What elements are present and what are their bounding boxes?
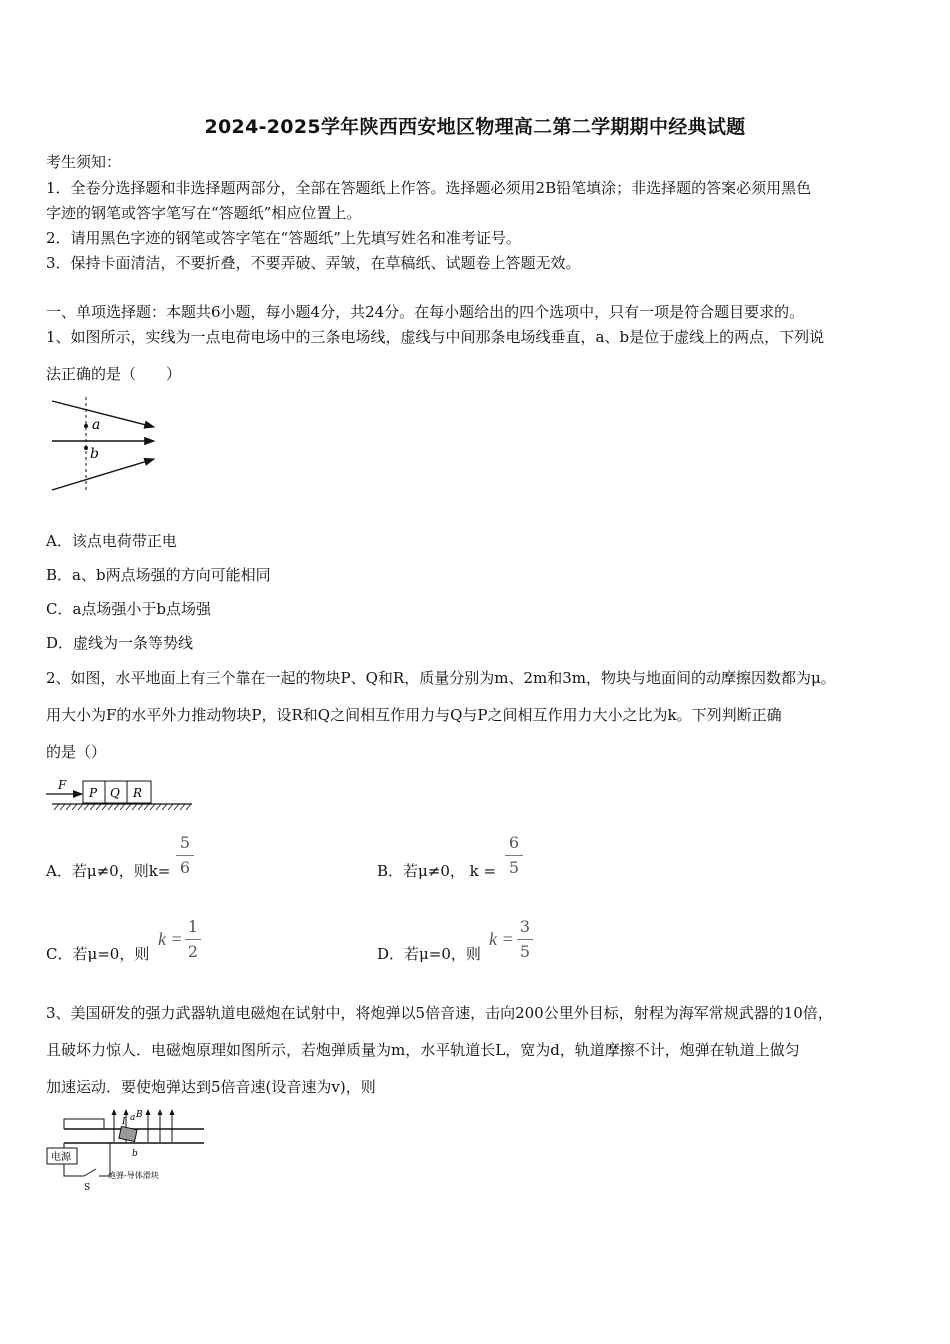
q2-option-d-numerator: 3 — [519, 917, 531, 936]
point-b — [84, 446, 88, 450]
force-label: F — [58, 778, 67, 792]
q2-option-c-fraction — [185, 917, 201, 962]
q2-stem-line3: 的是（） — [46, 743, 107, 761]
label-field: B — [136, 1110, 143, 1120]
label-switch: S — [84, 1183, 91, 1192]
label-a: a — [130, 1113, 136, 1123]
q1-field-lines-figure — [44, 395, 164, 495]
ground-hatching — [54, 804, 191, 810]
field-line-top — [52, 401, 154, 427]
q1-option-a[interactable]: A．该点电荷带正电 — [46, 532, 177, 550]
q3-railgun-figure — [44, 1106, 214, 1192]
label-b: b — [132, 1149, 138, 1159]
q2-stem-line2: 用大小为F的水平外力推动物块P，设R和Q之间相互作用力与Q与P之间相互作用力大小之比为k。下列判断正确 — [46, 706, 782, 724]
q2-stem-line1: 2、如图，水平地面上有三个靠在一起的物块P、Q和R，质量分别为m、2m和3m，物块与地面间的动摩擦因数都为μ。 — [46, 669, 836, 687]
q2-option-a[interactable]: A．若μ≠0，则k= — [46, 862, 171, 880]
block-q-label: Q — [110, 786, 120, 800]
power-source-label: 电源 — [51, 1152, 71, 1163]
q2-option-d-fraction — [517, 917, 533, 962]
notice-heading: 考生须知： — [46, 153, 122, 171]
section-heading: 一、单项选择题：本题共6小题，每小题4分，共24分。在每小题给出的四个选项中，只有一项是符合题目要求的。 — [46, 303, 805, 321]
field-line-bottom — [52, 459, 154, 490]
q2-option-a-fraction — [176, 833, 194, 878]
label-a: a — [92, 417, 101, 433]
q2-option-b-denominator: 5 — [508, 858, 520, 877]
q2-option-d-k: k = — [489, 929, 514, 949]
block-p-label: P — [89, 786, 98, 800]
label-current: I — [122, 1117, 126, 1127]
block-r-label: R — [133, 786, 143, 800]
q2-option-c-k: k = — [158, 929, 183, 949]
q2-option-d-denominator: 5 — [519, 942, 531, 961]
page-title: 2024-2025学年陕西西安地区物理高二第二学期期中经典试题 — [204, 116, 746, 138]
q2-option-b-numerator: 6 — [508, 833, 520, 852]
q2-option-b[interactable]: B．若μ≠0， k = — [377, 862, 497, 880]
q1-stem-line1: 1、如图所示，实线为一点电荷电场中的三条电场线，虚线与中间那条电场线垂直，a、b是位于虚线上的两点，下列说 — [46, 328, 825, 346]
q2-option-b-fraction — [505, 833, 523, 878]
projectile-caption: 炮弹-导体滑块 — [108, 1171, 159, 1180]
q3-stem-line1: 3、美国研发的强力武器轨道电磁炮在试射中，将炮弹以5倍音速，击向200公里外目标，射程为海军常规武器的10倍， — [46, 1004, 833, 1022]
q1-stem-line2: 法正确的是（ ） — [46, 365, 182, 383]
point-a — [84, 424, 88, 428]
notice-item-3: 3．保持卡面清洁，不要折叠，不要弄破、弄皱，在草稿纸、试题卷上答题无效。 — [46, 254, 581, 272]
notice-item-1-cont: 字迹的钢笔或答字笔写在“答题纸”相应位置上。 — [46, 204, 362, 222]
notice-item-1: 1．全卷分选择题和非选择题两部分，全部在答题纸上作答。选择题必须用2B铅笔填涂；非选择题的答案必须用黑色 — [46, 179, 812, 197]
label-b: b — [90, 446, 99, 462]
q2-option-d[interactable]: D．若μ=0，则 — [377, 945, 481, 963]
q2-option-c[interactable]: C．若μ=0，则 — [46, 945, 150, 963]
q2-option-c-numerator: 1 — [187, 917, 199, 936]
q3-stem-line3: 加速运动．要使炮弹达到5倍音速(设音速为v)，则 — [46, 1078, 376, 1096]
q1-option-d[interactable]: D．虚线为一条等势线 — [46, 634, 194, 652]
projectile-slider — [119, 1126, 137, 1141]
q3-stem-line2: 且破坏力惊人．电磁炮原理如图所示，若炮弹质量为m，水平轨道长L，宽为d，轨道摩擦不计，炮弹在轨道上做匀 — [46, 1041, 800, 1059]
q1-option-c[interactable]: C．a点场强小于b点场强 — [46, 600, 212, 618]
switch — [84, 1169, 96, 1176]
q1-option-b[interactable]: B．a、b两点场强的方向可能相同 — [46, 566, 271, 584]
q2-blocks-figure — [44, 774, 194, 814]
q2-option-a-denominator: 6 — [179, 858, 191, 877]
notice-item-2: 2．请用黑色字迹的钢笔或答字笔在“答题纸”上先填写姓名和准考证号。 — [46, 229, 521, 247]
q2-option-c-denominator: 2 — [187, 942, 199, 961]
q2-option-a-numerator: 5 — [179, 833, 191, 852]
